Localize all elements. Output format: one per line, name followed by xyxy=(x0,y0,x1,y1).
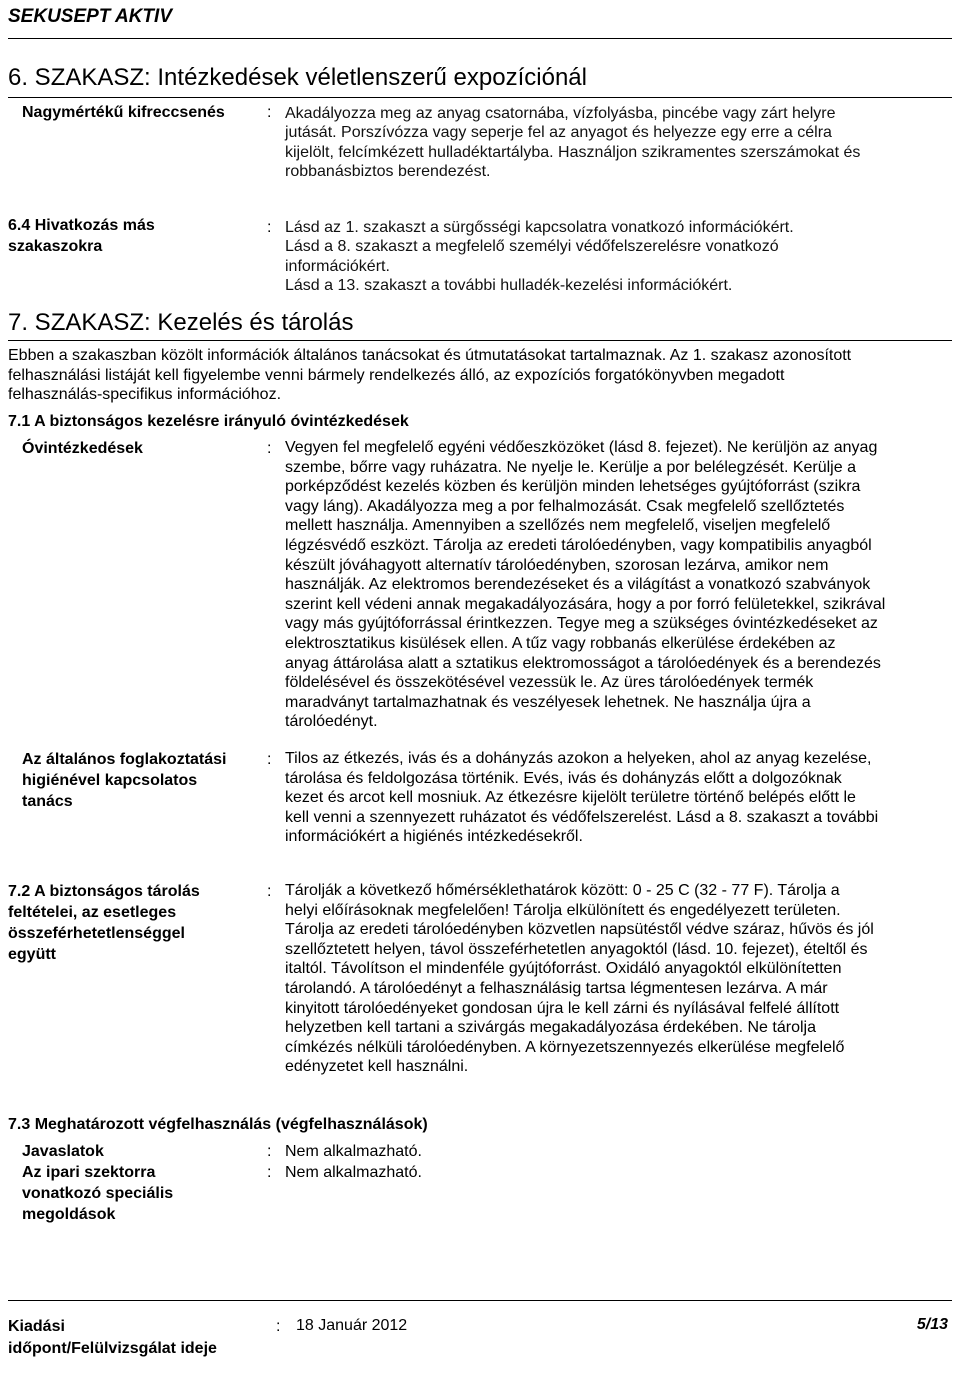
storage-line: helyi előírásoknak megfelelően! Tárolja elkülönített és engedélyezett területen. xyxy=(285,901,841,919)
storage-line: helyzetben kell tartani a szivárgás megakadályozása érdekében. Ne tárolja xyxy=(285,1019,816,1037)
industrial-value: Nem alkalmazható. xyxy=(285,1164,422,1181)
storage-label xyxy=(8,881,200,965)
precautions-line: készült jóváhagyott alternatív tárolóedényben, szorosan lezárva, amikor nem xyxy=(285,556,829,574)
precautions-line: maradványt tartalmazhatnak és veszélyesek lehetnek. Ne használja újra a xyxy=(285,693,811,711)
industrial-label-line: vonatkozó speciális xyxy=(22,1185,174,1202)
spill-colon: : xyxy=(267,104,272,121)
industrial-label-line: megoldások xyxy=(22,1206,116,1223)
section-7-divider xyxy=(8,340,952,341)
recommendations-label: Javaslatok xyxy=(22,1143,104,1160)
storage-label-line: 7.2 A biztonságos tárolás xyxy=(8,883,200,900)
ref-label-line: szakaszokra xyxy=(8,238,103,255)
footer-colon: : xyxy=(276,1318,281,1335)
footer-label-line: időpont/Felülvizsgálat ideje xyxy=(8,1340,217,1357)
header-divider xyxy=(8,38,952,39)
precautions-line: használják. Az elektromos berendezéseket és a világítást a vonatkozó szabványok xyxy=(285,576,871,594)
intro-line: felhasználás-specifikus információhoz. xyxy=(8,386,282,403)
precautions-line: porképződést kezelés közben és kerüljön minden lehetséges gyújtóforrást (szikra xyxy=(285,478,861,496)
hygiene-label xyxy=(22,749,227,812)
storage-line: Tárolják a következő hőmérséklethatárok között: 0 - 25 C (32 - 77 F). Tárolja a xyxy=(285,882,840,899)
storage-line: kinyitott tárolóedényeket gondosan újra le kell zárni és nyílásával felfelé állított xyxy=(285,999,840,1017)
ref-line: Lásd az 1. szakaszt a sürgősségi kapcsolatra vonatkozó információkért. xyxy=(285,219,794,236)
precautions-colon: : xyxy=(267,440,272,457)
spill-line: Akadályozza meg az anyag csatornába, vízfolyásba, pincébe vagy zárt helyre xyxy=(285,105,836,122)
spill-line: robbanásbiztos berendezést. xyxy=(285,163,491,181)
precautions-line: szerint kell védeni annak megakadályozására, hogy a por forró felületekkel, szikrával xyxy=(285,595,886,613)
ref-label xyxy=(8,215,155,257)
industrial-label-line: Az ipari szektorra xyxy=(22,1164,156,1181)
hygiene-line: Tilos az étkezés, ivás és a dohányzás azokon a helyeken, ahol az anyag kezelése, xyxy=(285,750,872,767)
subsection-7-3-title: 7.3 Meghatározott végfelhasználás (végfelhasználások) xyxy=(8,1116,428,1133)
precautions-line: vagy láng). Akadályozza meg a por felhalmozását. Csak megfelelő szellőztetés xyxy=(285,497,845,515)
precautions-line: tárolóedényt. xyxy=(285,713,378,731)
ref-colon: : xyxy=(267,219,272,236)
hygiene-line: kell venni a szennyezett ruházatot és védőfelszerelést. Lásd a 8. szakaszt a további xyxy=(285,808,879,826)
precautions-text xyxy=(285,438,885,732)
precautions-line: szembe, bőrre vagy ruházatra. Ne nyelje le. Kerülje a por belélegzését. Kerülje a xyxy=(285,458,856,476)
hygiene-label-line: Az általános foglakoztatási xyxy=(22,751,227,768)
precautions-line: vagy más gyújtóforrással érintkezzen. Tegye meg a szükséges óvintézkedéseket az xyxy=(285,615,878,633)
spill-line: jutását. Porszívózza vagy seperje fel az anyagot és helyezze egy erre a célra xyxy=(285,124,832,142)
hygiene-label-line: tanács xyxy=(22,793,73,810)
precautions-line: légzésvédő eszközt. Tárolja az eredeti tárolóedényben, vagy kompatibilis anyagból xyxy=(285,536,872,554)
ref-line: Lásd a 13. szakaszt a további hulladék-kezelési információkért. xyxy=(285,277,733,295)
storage-colon: : xyxy=(267,883,272,900)
hygiene-label-line: higiénével kapcsolatos xyxy=(22,772,198,789)
footer-date: 18 Január 2012 xyxy=(296,1317,408,1334)
ref-label-line: 6.4 Hivatkozás más xyxy=(8,217,155,234)
ref-text xyxy=(285,218,794,296)
recommendations-value: Nem alkalmazható. xyxy=(285,1143,422,1160)
intro-line: Ebben a szakaszban közölt információk általános tanácsokat és útmutatásokat tartalmaznak. Az 1. szakasz azonosított xyxy=(8,347,852,364)
precautions-line: Vegyen fel megfelelő egyéni védőeszközöket (lásd 8. fejezet). Ne kerüljön az anyag xyxy=(285,439,878,456)
section-7-title: 7. SZAKASZ: Kezelés és tárolás xyxy=(8,309,354,336)
footer-label xyxy=(8,1316,217,1360)
subsection-7-1-title: 7.1 A biztonságos kezelésre irányuló óvintézkedések xyxy=(8,413,409,430)
page-number: 5/13 xyxy=(916,1316,948,1333)
hygiene-text xyxy=(285,749,878,847)
section-6-divider xyxy=(8,97,952,98)
footer-divider xyxy=(8,1300,952,1301)
footer-label-line: Kiadási xyxy=(8,1318,65,1335)
precautions-line: földelésével és összekötésével vezessük le. Az üres tárolóedények termék xyxy=(285,674,814,692)
storage-line: italtól. Távolítson el mindenféle gyújtóforrást. Oxidáló anyagoktól elkülönítetten xyxy=(285,960,842,978)
storage-label-line: együtt xyxy=(8,946,56,963)
storage-line: edényzetet kell használni. xyxy=(285,1058,469,1076)
section-6-title: 6. SZAKASZ: Intézkedések véletlenszerű expozíciónál xyxy=(8,64,587,91)
storage-text xyxy=(285,881,874,1077)
storage-line: címkézés nélküli tárolóedényben. A környezetszennyezés elkerülése megfelelő xyxy=(285,1038,845,1056)
storage-label-line: feltételei, az esetleges xyxy=(8,904,177,921)
industrial-label xyxy=(22,1162,173,1225)
hygiene-line: információkért a higiénés intézkedésekről. xyxy=(285,828,583,846)
storage-label-line: összeférhetetlenséggel xyxy=(8,925,185,942)
precautions-line: anyag áttárolása alatt a sztatikus elektromosságot a tárolóedények és a berendezés xyxy=(285,654,881,672)
storage-line: szellőztetett helyen, távol összeférhetetlen anyagoktól (lásd. 10. fejezet), ételtől és xyxy=(285,940,868,958)
hygiene-line: kezet és arcot kell mosniuk. Az étkezésre kijelölt területre történő belépés előtt le xyxy=(285,789,856,807)
intro-line: felhasználási listáját kell figyelembe venni bármely rendelkezés álló, az expozíciós forgatókönyvben megadott xyxy=(8,366,785,384)
ref-line: információkért. xyxy=(285,257,390,275)
hygiene-colon: : xyxy=(267,751,272,768)
storage-line: Tárolja az eredeti tárolóedényben közvetlen napsütéstől védve száraz, hűvös és jól xyxy=(285,921,874,939)
industrial-colon: : xyxy=(267,1164,272,1181)
spill-line: kijelölt, felcímkézett hulladéktartályba. Használjon szikramentes szerszámokat és xyxy=(285,143,861,161)
precautions-label: Óvintézkedések xyxy=(22,440,143,457)
spill-text xyxy=(285,104,860,182)
product-name: SEKUSEPT AKTIV xyxy=(8,6,172,27)
hygiene-line: tárolása és feldolgozása történik. Evés, ivás és dohányzás előtt a dolgozóknak xyxy=(285,769,842,787)
section-7-intro xyxy=(8,346,851,405)
recommendations-colon: : xyxy=(267,1143,272,1160)
spill-label: Nagymértékű kifreccsenés xyxy=(22,104,225,121)
precautions-line: elektrosztatikus kisülések ellen. A tűz vagy robbanás elkerülése érdekében az xyxy=(285,634,836,652)
ref-line: Lásd a 8. szakaszt a megfelelő személyi védőfelszerelésre vonatkozó xyxy=(285,238,779,256)
precautions-line: mellett használja. Amennyiben a szellőzés nem megfelelő, viseljen megfelelő xyxy=(285,517,831,535)
storage-line: tárolandó. A tárolóedényt a felhasználásig tartsa légmentesen lezárva. A már xyxy=(285,979,828,997)
